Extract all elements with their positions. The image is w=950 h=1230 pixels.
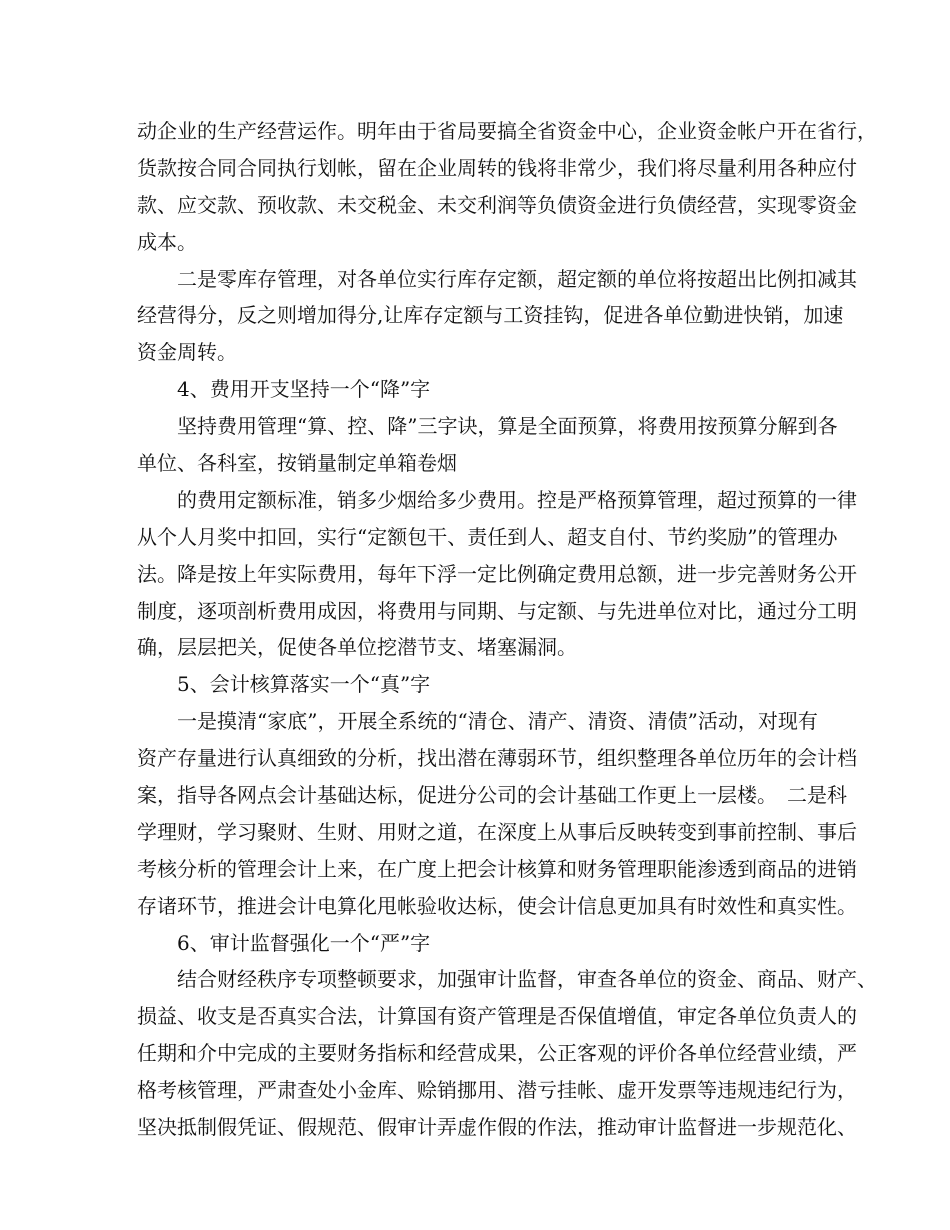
text-line: 坚决抵制假凭证、假规范、假审计弄虚作假的作法，推动审计监督进一步规范化、 bbox=[137, 1115, 857, 1140]
document-body bbox=[137, 113, 877, 1146]
section-heading-4: 4、费用开支坚持一个“降”字 bbox=[137, 377, 431, 402]
text-line: 损益、收支是否真实合法，计算国有资产管理是否保值增值，审定各单位负责人的 bbox=[137, 1004, 857, 1029]
text-line: 经营得分，反之则增加得分,让库存定额与工资挂钩，促进各单位勤进快销，加速 bbox=[137, 303, 844, 328]
text-line: 款、应交款、预收款、未交税金、未交利润等负债资金进行负债经营，实现零资金 bbox=[137, 192, 857, 217]
text-line: 二是零库存管理，对各单位实行库存定额，超定额的单位将按超出比例扣减其 bbox=[137, 266, 857, 291]
text-line: 任期和介中完成的主要财务指标和经营成果，公正客观的评价各单位经营业绩，严 bbox=[137, 1041, 857, 1066]
text-line: 动企业的生产经营运作。明年由于省局要搞全省资金中心，企业资金帐户开在省行， bbox=[137, 119, 877, 143]
section-heading-6: 6、审计监督强化一个“严”字 bbox=[137, 930, 431, 955]
text-line: 成本。 bbox=[137, 229, 197, 254]
text-line: 坚持费用管理“算、控、降”三字诀，算是全面预算，将费用按预算分解到各 bbox=[137, 414, 838, 439]
text-line: 资金周转。 bbox=[137, 340, 237, 365]
text-line: 资产存量进行认真细致的分析，找出潜在薄弱环节，组织整理各单位历年的会计档 bbox=[137, 746, 857, 771]
text-line: 结合财经秩序专项整顿要求，加强审计监督，审查各单位的资金、商品、财产、 bbox=[137, 967, 877, 992]
text-line: 法。降是按上年实际费用，每年下浮一定比例确定费用总额，进一步完善财务公开 bbox=[137, 561, 857, 586]
text-line: 案，指导各网点会计基础达标，促进分公司的会计基础工作更上一层楼。 二是科 bbox=[137, 783, 847, 808]
text-line: 确，层层把关，促使各单位挖潜节支、堵塞漏洞。 bbox=[137, 635, 577, 660]
text-line: 货款按合同合同执行划帐，留在企业周转的钱将非常少，我们将尽量利用各种应付 bbox=[137, 155, 857, 180]
text-line: 考核分析的管理会计上来，在广度上把会计核算和财务管理职能渗透到商品的进销 bbox=[137, 856, 857, 881]
text-line: 单位、各科室，按销量制定单箱卷烟 bbox=[137, 451, 457, 476]
section-heading-5: 5、会计核算落实一个“真”字 bbox=[137, 672, 431, 697]
text-line: 从个人月奖中扣回，实行“定额包干、责任到人、超支自付、节约奖励”的管理办 bbox=[137, 524, 838, 549]
text-line: 一是摸清“家底”，开展全系统的“清仓、清产、清资、清债”活动，对现有 bbox=[137, 709, 818, 734]
text-line: 的费用定额标准，销多少烟给多少费用。控是严格预算管理，超过预算的一律 bbox=[137, 487, 857, 512]
text-line: 制度，逐项剖析费用成因，将费用与同期、与定额、与先进单位对比，通过分工明 bbox=[137, 598, 857, 623]
text-line: 学理财，学习聚财、生财、用财之道，在深度上从事后反映转变到事前控制、事后 bbox=[137, 819, 857, 844]
text-line: 格考核管理，严肃查处小金库、赊销挪用、潜亏挂帐、虚开发票等违规违纪行为， bbox=[137, 1078, 857, 1103]
text-line: 存诸环节，推进会计电算化甩帐验收达标，使会计信息更加具有时效性和真实性。 bbox=[137, 893, 857, 918]
